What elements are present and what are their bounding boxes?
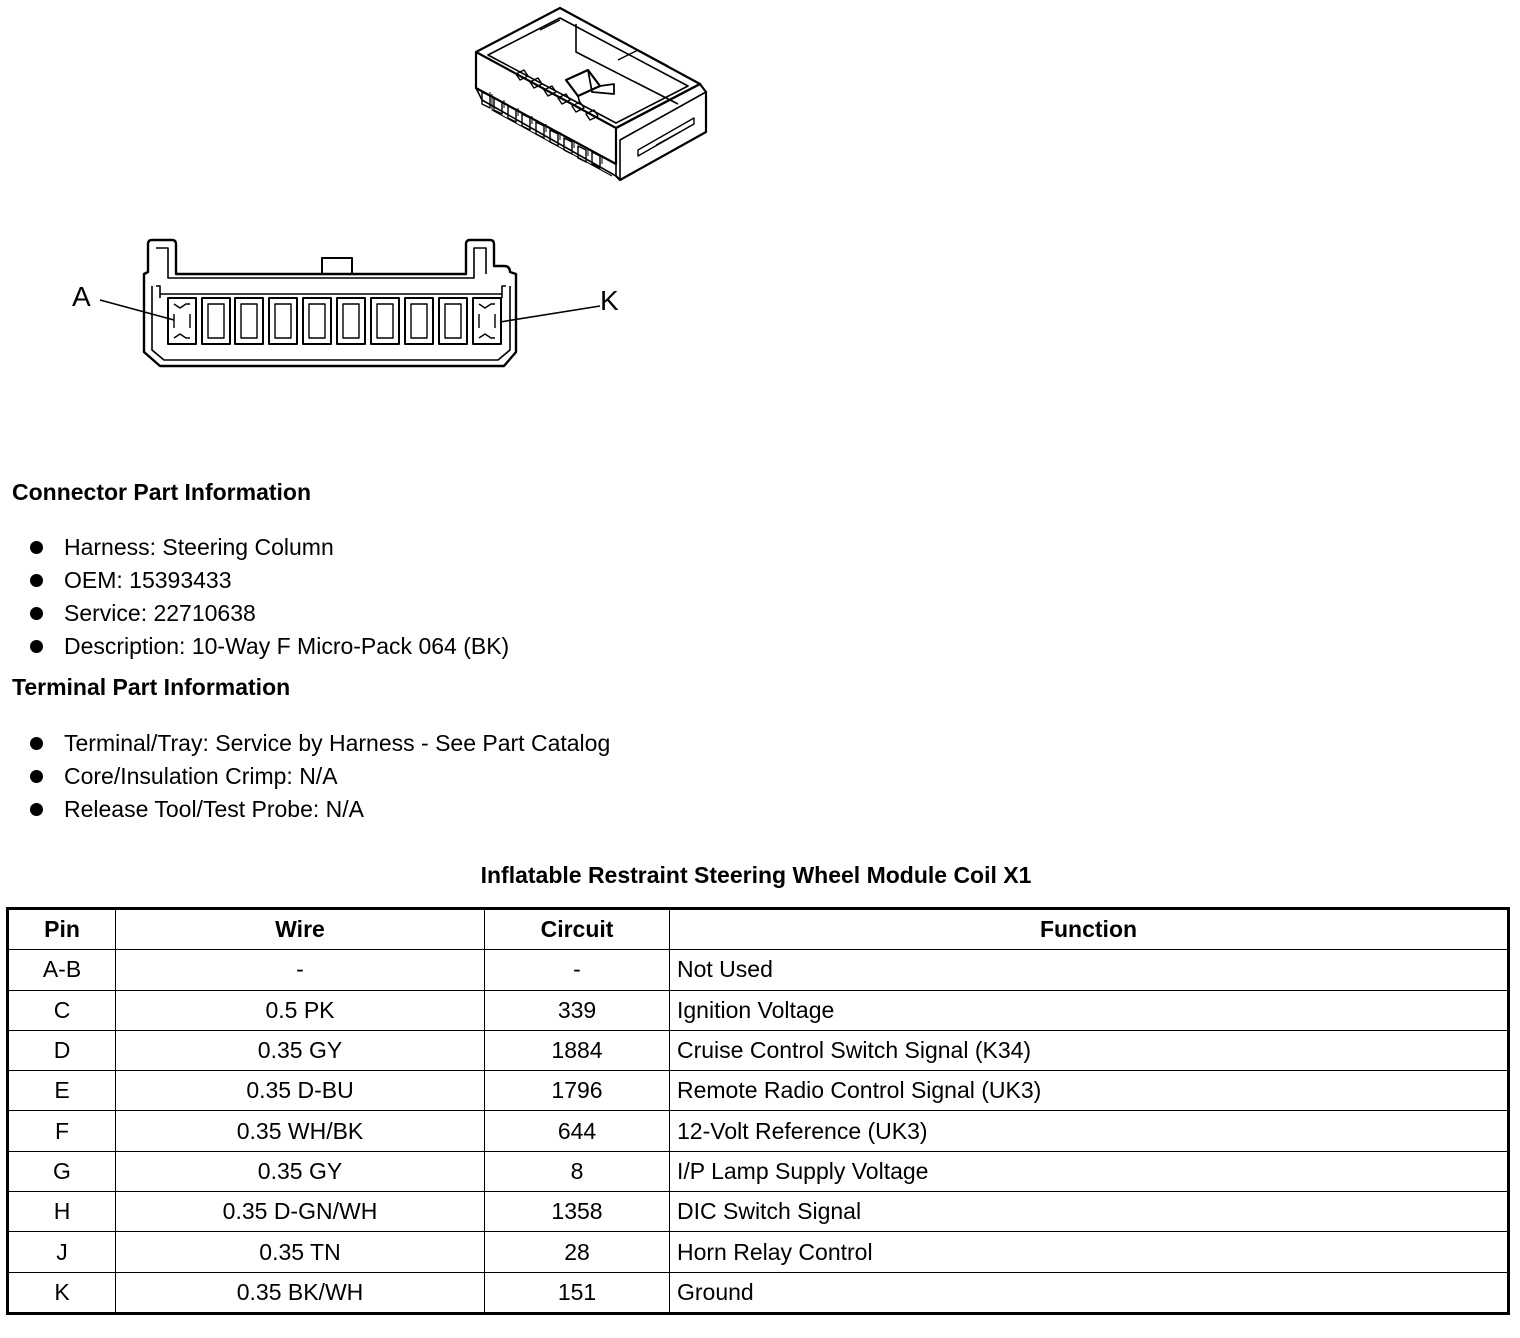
circuit-cell: 644: [485, 1111, 670, 1151]
table-row: [8, 1151, 1509, 1191]
list-item: [28, 597, 509, 630]
connector-part-info-list: [28, 531, 509, 663]
bullet-icon: [30, 541, 43, 554]
connector-part-info-heading: Connector Part Information: [12, 479, 312, 505]
table-title: Inflatable Restraint Steering Wheel Module Coil X1: [480, 862, 1032, 888]
circuit-cell: -: [485, 950, 670, 990]
function-cell: Ignition Voltage: [670, 990, 1509, 1030]
pin-cell: D: [8, 1030, 116, 1070]
list-item: [28, 531, 509, 564]
pinout-table: [6, 907, 1510, 1315]
list-item-text: Service: 22710638: [64, 600, 256, 626]
list-item-text: Description: 10-Way F Micro-Pack 064 (BK): [64, 633, 510, 659]
list-item: [28, 564, 509, 597]
list-item: [28, 630, 509, 663]
function-cell: DIC Switch Signal: [670, 1192, 1509, 1232]
function-cell: Remote Radio Control Signal (UK3): [670, 1071, 1509, 1111]
wire-cell: 0.35 D-GN/WH: [116, 1192, 485, 1232]
column-header-function: Function: [670, 909, 1509, 950]
terminal-part-info-list: [28, 727, 610, 826]
pin-cell: H: [8, 1192, 116, 1232]
bullet-icon: [30, 803, 43, 816]
pin-label-k: K: [600, 285, 619, 316]
function-cell: I/P Lamp Supply Voltage: [670, 1151, 1509, 1191]
wire-cell: -: [116, 950, 485, 990]
wire-cell: 0.35 D-BU: [116, 1071, 485, 1111]
bullet-icon: [30, 770, 43, 783]
list-item: [28, 727, 610, 760]
pin-cell: A-B: [8, 950, 116, 990]
list-item-text: Release Tool/Test Probe: N/A: [64, 796, 365, 822]
table-header-row: [8, 909, 1509, 950]
wire-cell: 0.5 PK: [116, 990, 485, 1030]
table-row: [8, 990, 1509, 1030]
table-row: [8, 1272, 1509, 1313]
circuit-cell: 28: [485, 1232, 670, 1272]
pin-cell: F: [8, 1111, 116, 1151]
connector-isometric-illustration: [468, 0, 718, 200]
pin-cell: C: [8, 990, 116, 1030]
function-cell: Not Used: [670, 950, 1509, 990]
pin-cell: E: [8, 1071, 116, 1111]
table-row: [8, 1030, 1509, 1070]
bullet-icon: [30, 737, 43, 750]
pin-cell: J: [8, 1232, 116, 1272]
wire-cell: 0.35 TN: [116, 1232, 485, 1272]
table-row: [8, 1071, 1509, 1111]
list-item-text: OEM: 15393433: [64, 567, 232, 593]
pin-label-a: A: [72, 281, 91, 312]
list-item: [28, 793, 610, 826]
circuit-cell: 339: [485, 990, 670, 1030]
column-header-wire: Wire: [116, 909, 485, 950]
pin-cell: K: [8, 1272, 116, 1313]
connector-face-view-diagram: [60, 232, 640, 382]
terminal-part-info-heading: Terminal Part Information: [12, 674, 291, 700]
table-row: [8, 1192, 1509, 1232]
function-cell: 12-Volt Reference (UK3): [670, 1111, 1509, 1151]
column-header-circuit: Circuit: [485, 909, 670, 950]
table-row: [8, 1232, 1509, 1272]
circuit-cell: 8: [485, 1151, 670, 1191]
list-item-text: Core/Insulation Crimp: N/A: [64, 763, 338, 789]
circuit-cell: 1358: [485, 1192, 670, 1232]
pin-cell: G: [8, 1151, 116, 1191]
wire-cell: 0.35 GY: [116, 1030, 485, 1070]
bullet-icon: [30, 574, 43, 587]
list-item-text: Terminal/Tray: Service by Harness - See Part Catalog: [64, 730, 611, 756]
list-item-text: Harness: Steering Column: [64, 534, 334, 560]
bullet-icon: [30, 607, 43, 620]
function-cell: Ground: [670, 1272, 1509, 1313]
list-item: [28, 760, 610, 793]
table-row: [8, 950, 1509, 990]
wire-cell: 0.35 BK/WH: [116, 1272, 485, 1313]
function-cell: Horn Relay Control: [670, 1232, 1509, 1272]
bullet-icon: [30, 640, 43, 653]
circuit-cell: 1796: [485, 1071, 670, 1111]
column-header-pin: Pin: [8, 909, 116, 950]
wire-cell: 0.35 WH/BK: [116, 1111, 485, 1151]
wire-cell: 0.35 GY: [116, 1151, 485, 1191]
function-cell: Cruise Control Switch Signal (K34): [670, 1030, 1509, 1070]
circuit-cell: 151: [485, 1272, 670, 1313]
circuit-cell: 1884: [485, 1030, 670, 1070]
table-row: [8, 1111, 1509, 1151]
